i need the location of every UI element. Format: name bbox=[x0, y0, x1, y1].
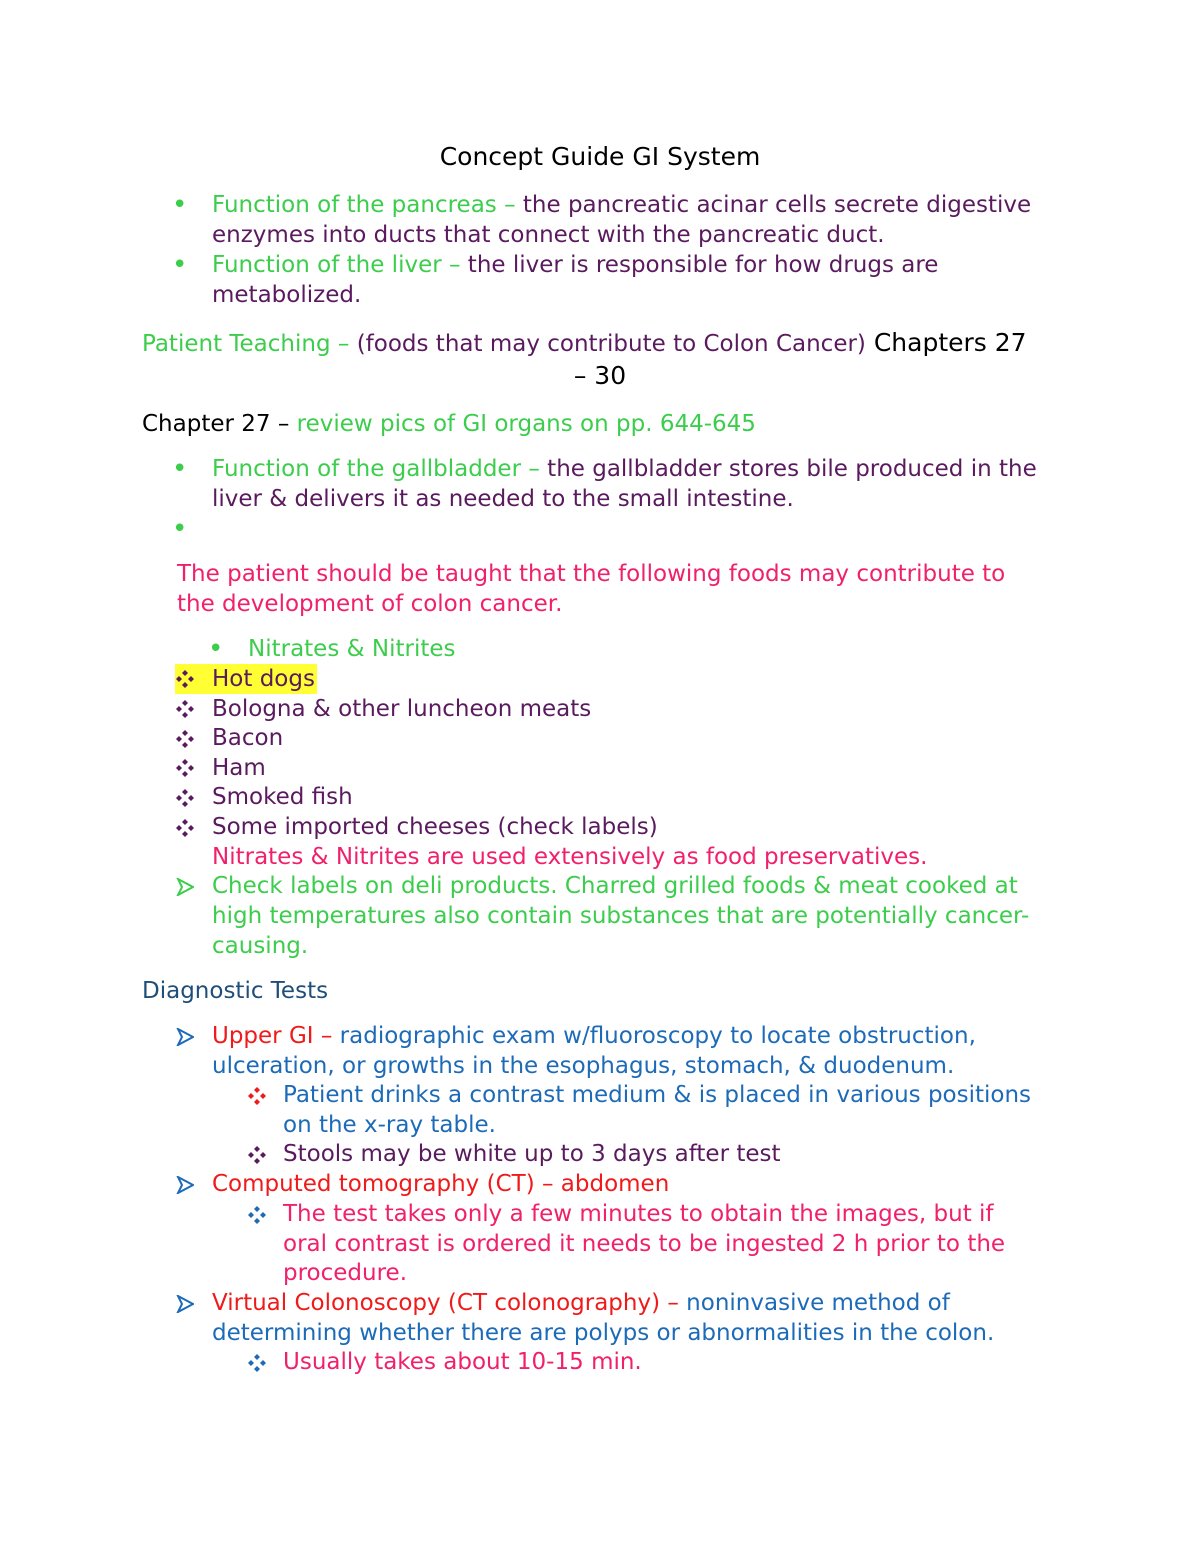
chapter-27-label: Chapter 27 – bbox=[142, 411, 290, 437]
food-item-smoked-fish: Smoked fish bbox=[212, 784, 353, 810]
arrowhead-icon bbox=[176, 1176, 194, 1194]
arrowhead-icon bbox=[176, 878, 194, 896]
four-diamond-icon bbox=[176, 759, 194, 777]
upper-gi-sub-2: Stools may be white up to 3 days after test bbox=[283, 1141, 781, 1167]
four-diamond-icon bbox=[176, 789, 194, 807]
upper-gi-label: Upper GI – bbox=[212, 1023, 333, 1049]
bullet-dot-icon: • bbox=[172, 190, 188, 220]
virtual-text-1: noninvasive method of bbox=[678, 1290, 950, 1316]
four-diamond-icon bbox=[248, 1354, 266, 1372]
chapter-27-line bbox=[142, 409, 756, 439]
chapter-27-link: review pics of GI organs on pp. 644-645 bbox=[289, 411, 756, 437]
colon-intro-line-2: the development of colon cancer. bbox=[177, 591, 563, 617]
upper-gi-text-2: ulceration, or growths in the esophagus, stomach, & duodenum. bbox=[212, 1053, 955, 1079]
ct-sub-line-2: oral contrast is ordered it needs to be ingested 2 h prior to the bbox=[283, 1231, 1006, 1257]
liver-text-2: metabolized. bbox=[212, 282, 362, 308]
four-diamond-icon bbox=[176, 730, 194, 748]
food-item-hot-dogs: Hot dogs bbox=[212, 666, 315, 692]
liver-label: Function of the liver – bbox=[212, 252, 461, 278]
gallbladder-label: Function of the gallbladder – bbox=[212, 456, 540, 482]
ct-label: Computed tomography (CT) – abdomen bbox=[212, 1171, 670, 1197]
pancreas-text-1: the pancreatic acinar cells secrete digestive bbox=[515, 192, 1032, 218]
bullet-dot-icon: • bbox=[172, 250, 188, 280]
pancreas-label: Function of the pancreas – bbox=[212, 192, 516, 218]
virtual-label: Virtual Colonoscopy (CT colonography) – bbox=[212, 1290, 679, 1316]
four-diamond-icon bbox=[176, 670, 194, 688]
pancreas-line-1 bbox=[212, 190, 1031, 220]
teaching-paren: (foods that may contribute to Colon Cancer) bbox=[349, 331, 866, 357]
liver-line-1 bbox=[212, 250, 938, 280]
food-item-ham: Ham bbox=[212, 755, 266, 781]
food-item-cheeses: Some imported cheeses (check labels) bbox=[212, 814, 658, 840]
deli-note-line-3: causing. bbox=[212, 933, 309, 959]
four-diamond-icon bbox=[176, 819, 194, 837]
upper-gi-line-1 bbox=[212, 1021, 976, 1051]
virtual-sub: Usually takes about 10-15 min. bbox=[283, 1349, 642, 1375]
patient-teaching-line bbox=[142, 328, 1027, 359]
ct-sub-line-3: procedure. bbox=[283, 1260, 408, 1286]
page-title: Concept Guide GI System bbox=[439, 142, 761, 171]
deli-note-line-1: Check labels on deli products. Charred grilled foods & meat cooked at bbox=[212, 873, 1018, 899]
four-diamond-icon bbox=[248, 1087, 266, 1105]
bullet-dot-icon: • bbox=[208, 634, 224, 664]
pancreas-text-2: enzymes into ducts that connect with the pancreatic duct. bbox=[212, 222, 885, 248]
food-item-bologna: Bologna & other luncheon meats bbox=[212, 696, 592, 722]
gallbladder-text-2: liver & delivers it as needed to the small intestine. bbox=[212, 486, 794, 512]
arrowhead-icon bbox=[176, 1028, 194, 1046]
upper-gi-sub-1-line-2: on the x-ray table. bbox=[283, 1112, 496, 1138]
teaching-label: Patient Teaching – bbox=[142, 331, 350, 357]
preservatives-note: Nitrates & Nitrites are used extensively as food preservatives. bbox=[212, 844, 928, 870]
food-item-bacon: Bacon bbox=[212, 725, 284, 751]
ct-sub-line-1: The test takes only a few minutes to obtain the images, but if bbox=[283, 1201, 994, 1227]
virtual-text-2: determining whether there are polyps or abnormalities in the colon. bbox=[212, 1320, 995, 1346]
four-diamond-icon bbox=[176, 700, 194, 718]
diagnostic-heading: Diagnostic Tests bbox=[142, 978, 329, 1004]
gallbladder-text-1: the gallbladder stores bile produced in the bbox=[539, 456, 1037, 482]
four-diamond-icon bbox=[248, 1206, 266, 1224]
liver-text-1: the liver is responsible for how drugs are bbox=[460, 252, 939, 278]
gallbladder-line-1 bbox=[212, 454, 1037, 484]
colon-intro-line-1: The patient should be taught that the following foods may contribute to bbox=[177, 561, 1006, 587]
virtual-line-1 bbox=[212, 1288, 950, 1318]
teaching-chapters: Chapters 27 bbox=[865, 328, 1027, 357]
four-diamond-icon bbox=[248, 1146, 266, 1164]
deli-note-line-2: high temperatures also contain substances that are potentially cancer- bbox=[212, 903, 1030, 929]
upper-gi-sub-1-line-1: Patient drinks a contrast medium & is placed in various positions bbox=[283, 1082, 1032, 1108]
bullet-dot-icon: • bbox=[172, 514, 188, 544]
teaching-chapters-end: – 30 bbox=[573, 361, 627, 390]
arrowhead-icon bbox=[176, 1295, 194, 1313]
nitrates-heading: Nitrates & Nitrites bbox=[248, 636, 456, 662]
bullet-dot-icon: • bbox=[172, 454, 188, 484]
upper-gi-text-1: radiographic exam w/fluoroscopy to locate obstruction, bbox=[332, 1023, 976, 1049]
